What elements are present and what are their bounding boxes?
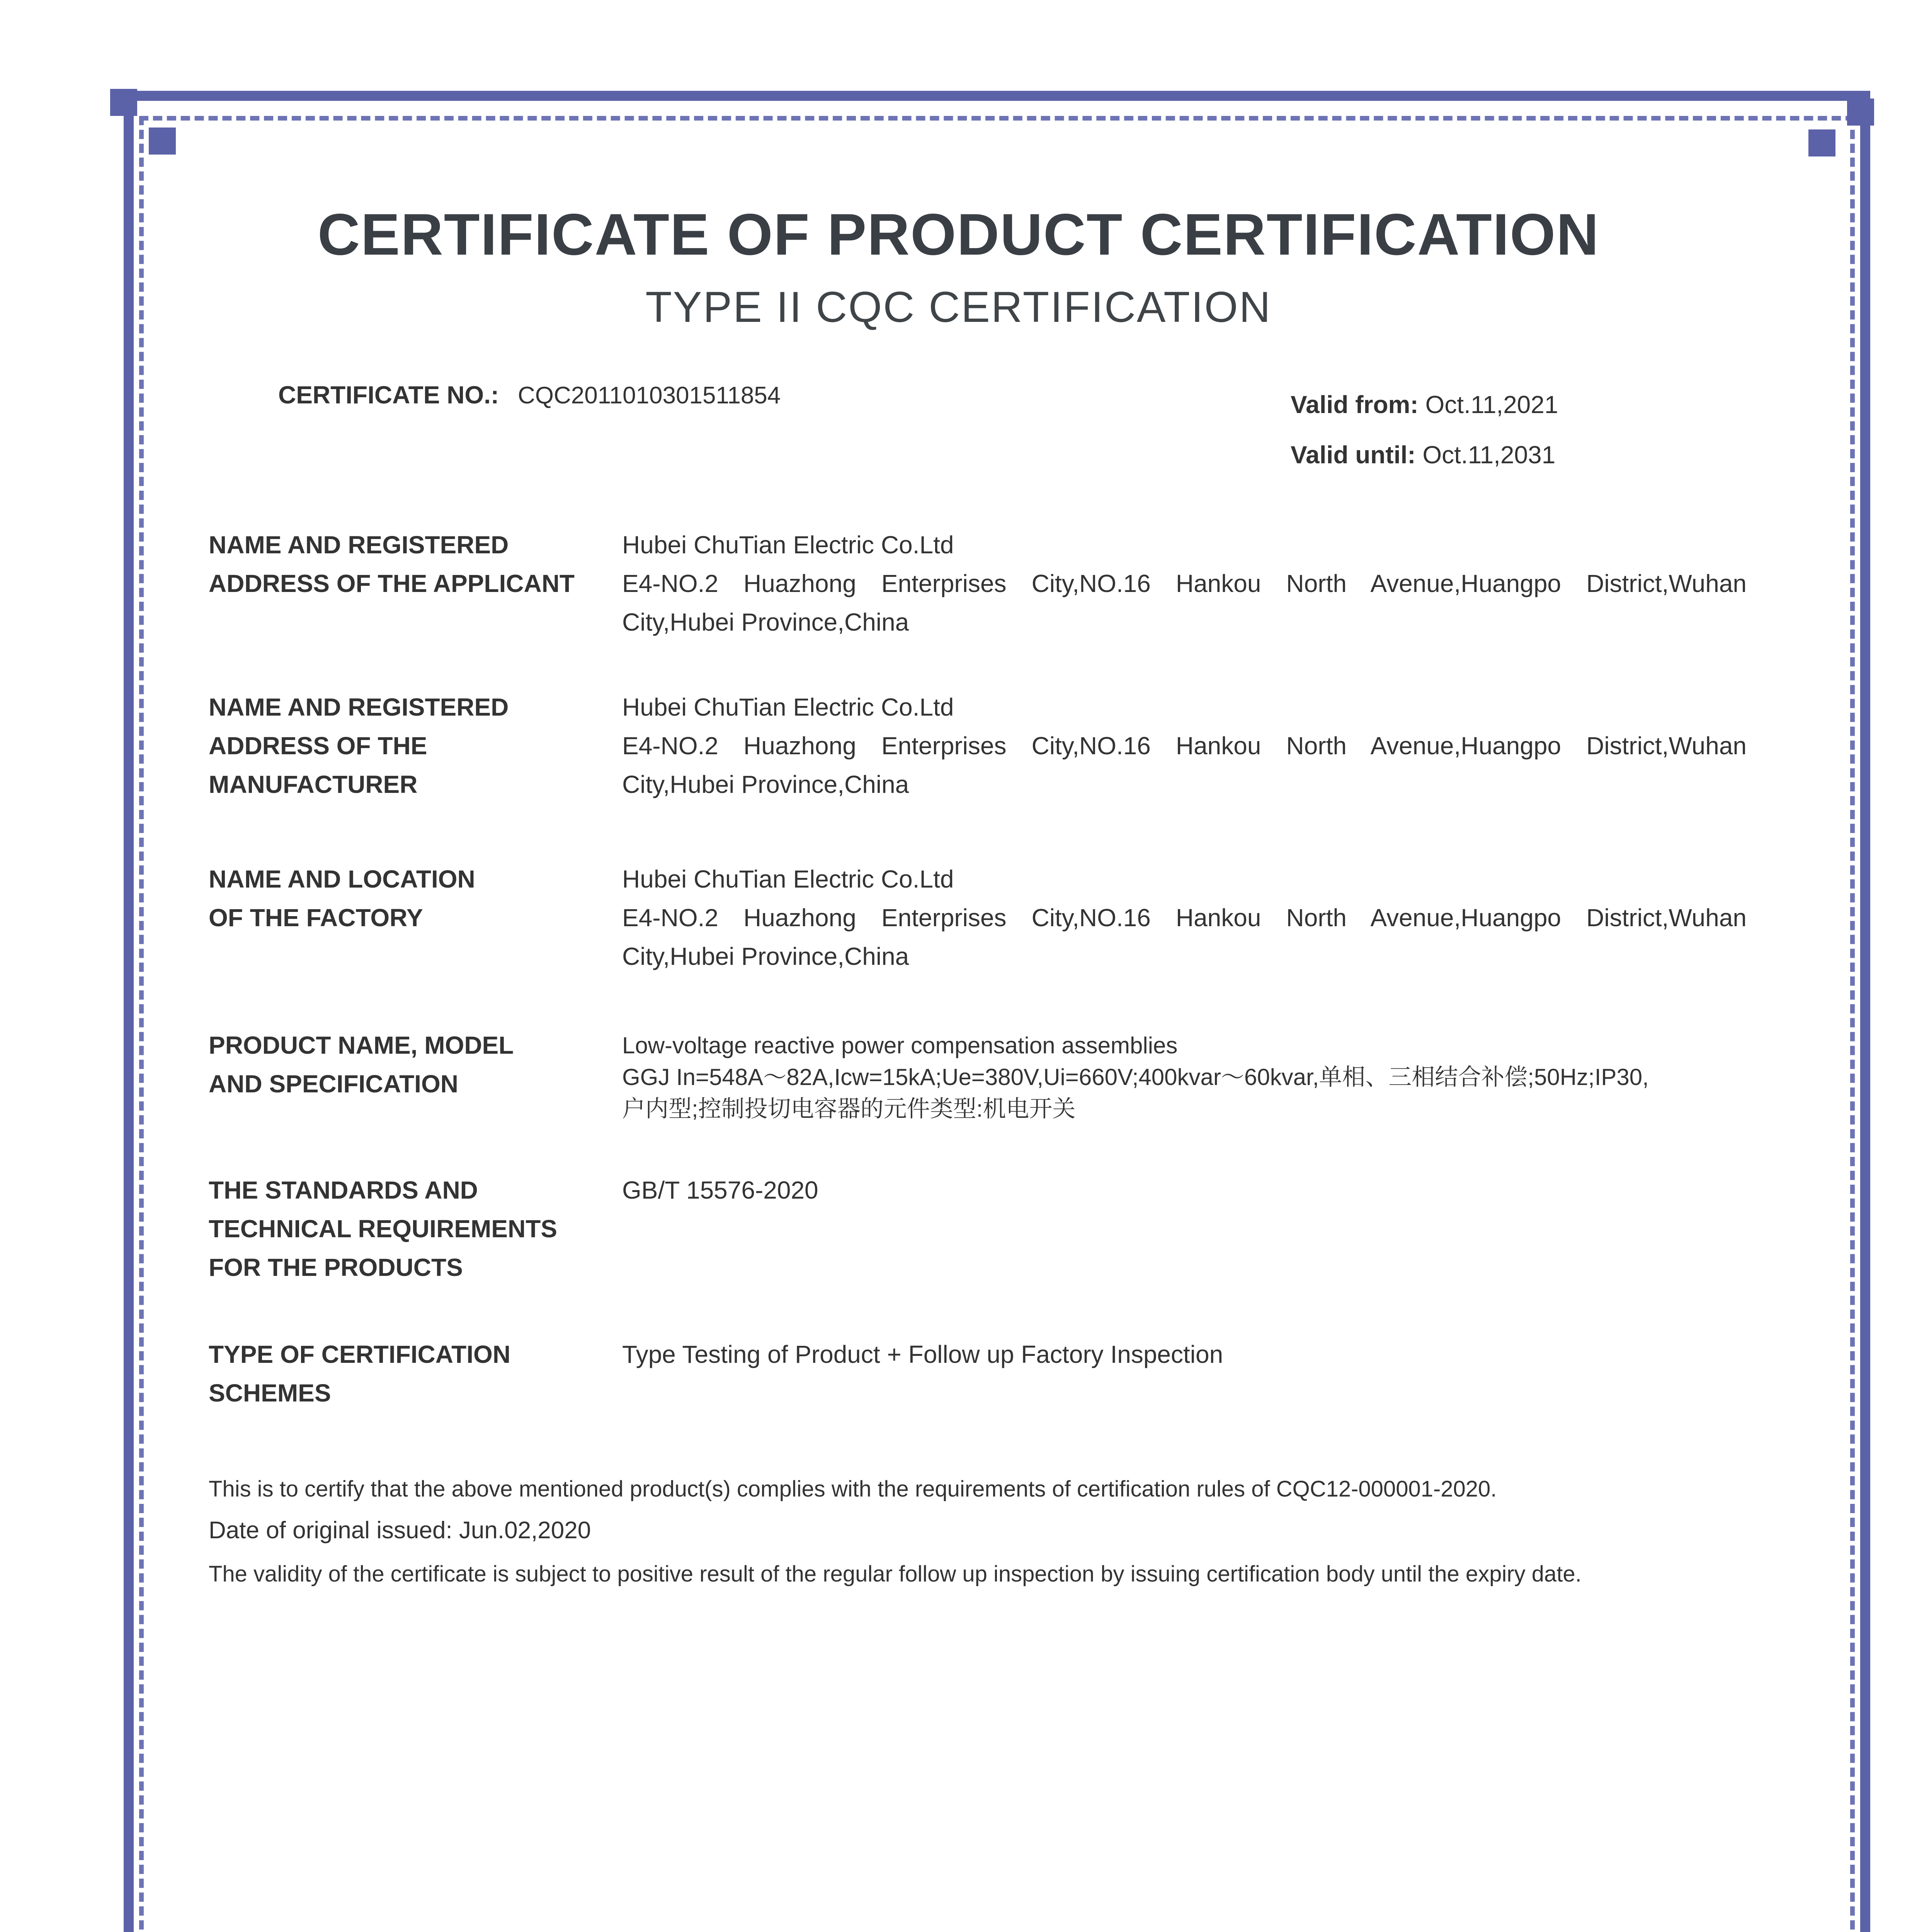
manufacturer-line-2: E4-NO.2 Huazhong Enterprises City,NO.16 Hankou North Avenue,Huangpo District,Wuhan <box>622 732 1747 760</box>
certificate-number-value: CQC2011010301511854 <box>518 382 781 409</box>
applicant-line-1: Hubei ChuTian Electric Co.Ltd <box>622 531 954 559</box>
applicant-label: NAME AND REGISTERED ADDRESS OF THE APPLICANT <box>209 531 575 597</box>
standards-line-1: GB/T 15576-2020 <box>622 1176 818 1204</box>
factory-label: NAME AND LOCATION OF THE FACTORY <box>209 865 475 932</box>
standards-label: THE STANDARDS AND TECHNICAL REQUIREMENTS FOR THE PRODUCTS <box>209 1176 557 1281</box>
valid-until-value: Oct.11,2031 <box>1422 441 1556 469</box>
original-issue-date: Date of original issued: Jun.02,2020 <box>209 1517 591 1544</box>
manufacturer-label: NAME AND REGISTERED ADDRESS OF THE MANUFACTURER <box>209 693 509 798</box>
applicant-value <box>622 526 1747 641</box>
valid-until-row <box>1291 440 1555 469</box>
manufacturer-line-1: Hubei ChuTian Electric Co.Ltd <box>622 693 954 721</box>
certify-statement: This is to certify that the above mentioned product(s) complies with the requirements of certification rules of CQC12-000001-2020. <box>209 1476 1497 1502</box>
scheme-line-1: Type Testing of Product + Follow up Factory Inspection <box>622 1340 1223 1368</box>
scheme-value <box>622 1335 1747 1374</box>
manufacturer-value <box>622 688 1747 804</box>
factory-value <box>622 860 1747 976</box>
product-line-3: 户内型;控制投切电容器的元件类型:机电开关 <box>622 1096 1076 1122</box>
applicant-line-3: City,Hubei Province,China <box>622 608 909 636</box>
certificate-title: CERTIFICATE OF PRODUCT CERTIFICATION <box>317 202 1600 267</box>
product-line-2: GGJ In=548A～82A,Icw=15kA;Ue=380V,Ui=660V;400kvar～60kvar,单相、三相结合补偿;50Hz;IP30, <box>622 1064 1649 1090</box>
product-label: PRODUCT NAME, MODEL AND SPECIFICATION <box>209 1031 514 1098</box>
factory-line-1: Hubei ChuTian Electric Co.Ltd <box>622 865 954 893</box>
valid-from-row <box>1291 390 1558 419</box>
factory-line-2: E4-NO.2 Huazhong Enterprises City,NO.16 Hankou North Avenue,Huangpo District,Wuhan <box>622 904 1747 932</box>
valid-until-label: Valid until: <box>1291 441 1416 469</box>
product-line-1: Low-voltage reactive power compensation assemblies <box>622 1032 1178 1058</box>
applicant-line-2: E4-NO.2 Huazhong Enterprises City,NO.16 Hankou North Avenue,Huangpo District,Wuhan <box>622 570 1747 597</box>
product-value <box>622 1030 1747 1125</box>
manufacturer-line-3: City,Hubei Province,China <box>622 770 909 798</box>
valid-from-value: Oct.11,2021 <box>1425 391 1558 418</box>
corner-square-tl-1 <box>110 89 137 116</box>
corner-square-tl-2 <box>149 128 176 155</box>
factory-line-3: City,Hubei Province,China <box>622 942 909 970</box>
validity-statement: The validity of the certificate is subject to positive result of the regular follow up inspection by issuing certification body until the expiry date. <box>209 1561 1582 1587</box>
standards-value <box>622 1171 1747 1209</box>
valid-from-label: Valid from: <box>1291 391 1419 418</box>
certificate-subtitle: TYPE II CQC CERTIFICATION <box>645 283 1272 331</box>
certificate-number-label: CERTIFICATE NO.: <box>278 381 499 409</box>
corner-square-tr-1 <box>1847 99 1874 126</box>
corner-square-tr-2 <box>1808 129 1835 156</box>
scheme-label: TYPE OF CERTIFICATION SCHEMES <box>209 1340 511 1407</box>
